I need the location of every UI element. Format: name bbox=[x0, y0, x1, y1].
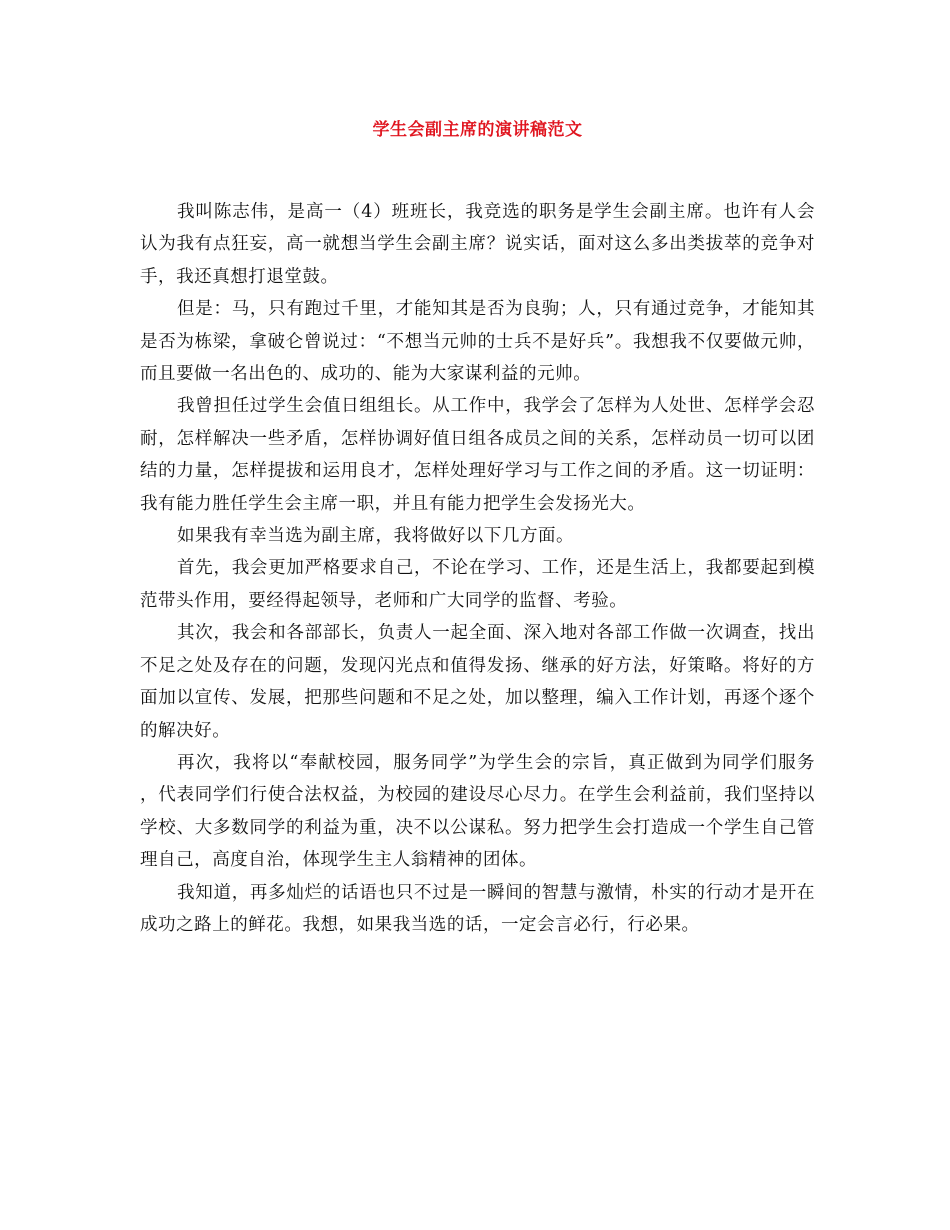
paragraph-7: 再次，我将以“奉献校园，服务同学”为学生会的宗旨，真正做到为同学们服务 ，代表同学们行使合法权益，为校园的建设尽心尽力。在学生会利益前，我们坚持以学校、大多数同学的利益为重，决不以公谋私。努力把学生会打造成一个学生自己管理自己，高度自治，体现学生主人翁精神的团体。 bbox=[140, 752, 815, 871]
document-body bbox=[140, 196, 815, 941]
paragraph-8: 我知道，再多灿烂的话语也只不过是一瞬间的智慧与激情，朴实的行动才是开在成功之路上的鲜花。我想，如果我当选的话，一定会言必行，行必果。 bbox=[140, 882, 815, 935]
paragraph-6: 其次，我会和各部部长，负责人一起全面、深入地对各部工作做一次调查，找出不足之处及存在的问题，发现闪光点和值得发扬、继承的好方法，好策略。将好的方面加以宣传、发展，把那些问题和不足之处，加以整理，编入工作计划，再逐个逐个的解决好。 bbox=[140, 623, 815, 741]
document-title: 学生会副主席的演讲稿范文 bbox=[372, 120, 583, 140]
paragraph-3: 我曾担任过学生会值日组组长。从工作中，我学会了怎样为人处世、怎样学会忍耐，怎样解决一些矛盾，怎样协调好值日组各成员之间的关系，怎样动员一切可以团结的力量，怎样提拔和运用良才，怎样处理好学习与工作之间的矛盾。这一切证明：我有能力胜任学生会主席一职，并且有能力把学生会发扬光大。 bbox=[140, 396, 815, 514]
paragraph-5: 首先，我会更加严格要求自己，不论在学习、工作，还是生活上，我都要起到模范带头作用，要经得起领导，老师和广大同学的监督、考验。 bbox=[140, 558, 815, 611]
paragraph-1: 我叫陈志伟，是高一（4）班班长，我竞选的职务是学生会副主席。也许有人会认为我有点狂妄，高一就想当学生会副主席？说实话，面对这么多出类拔萃的竞争对手，我还真想打退堂鼓。 bbox=[140, 202, 815, 287]
paragraph-2: 但是：马，只有跑过千里，才能知其是否为良驹；人，只有通过竞争，才能知其是否为栋梁，拿破仑曾说过：“不想当元帅的士兵不是好兵”。我想我不仅要做元帅，而且要做一名出色的、成功的、能为大家谋利益的元帅。 bbox=[140, 299, 815, 385]
paragraph-4: 如果我有幸当选为副主席，我将做好以下几方面。 bbox=[177, 526, 575, 547]
document-page bbox=[140, 118, 815, 941]
